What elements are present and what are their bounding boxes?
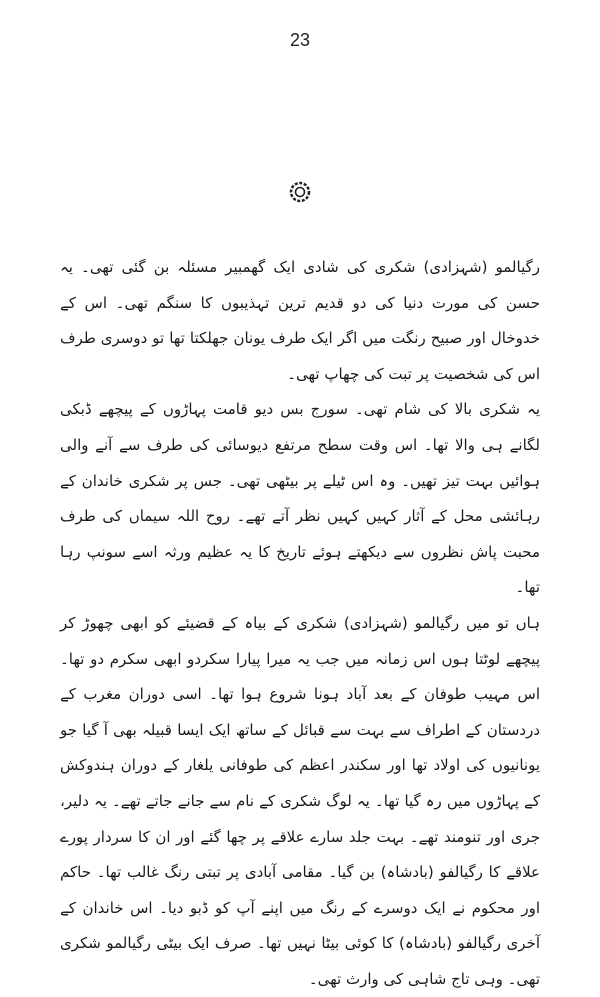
- paragraph-2: یہ شکری بالا کی شام تھی۔ سورج بس دیو قامت پہاڑوں کے پیچھے ڈبکی لگانے ہی والا تھا۔ اس وقت سطح مرتفع دیوسائی کی طرف سے آنے والی ہوائیں بہت تیز تھیں۔ وہ اس ٹیلے پر بیٹھی تھی۔ جس پر شکری خاندان کے رہائشی محل کے آثار کہیں کہیں نظر آتے تھے۔ روح اللہ سیماں کی طرف محبت پاش نظروں سے دیکھتے ہوئے تاریخ کا یہ عظیم ورثہ اسے سونپ رہا تھا۔: [60, 400, 540, 597]
- body-text: [60, 250, 540, 997]
- paragraph-3: ہاں تو میں رگیالمو (شہزادی) شکری کے بیاہ کے قضیئے کو ابھی چھوڑ کر پیچھے لوٹتا ہوں اس زمانہ میں جب یہ میرا پیارا سکردو ابھی سکرم دو تھا۔ اس مہیب طوفان کے بعد آباد ہونا شروع ہوا تھا۔ اسی دوران مغرب کے دردستان کے اطراف سے بہت سے قبائل کے ساتھ ایک ایسا قبیلہ بھی آ گیا جو یونانیوں کی اولاد تھا اور سکندر اعظم کی طوفانی یلغار کے دوران ہندوکش کے پہاڑوں میں رہ گیا تھا۔ یہ لوگ شکری کے نام سے جانے جاتے تھے۔ یہ دلیر، جری اور تنومند تھے۔ بہت جلد سارے علاقے پر چھا گئے اور ان کا سردار پورے علاقے کا رگیالفو (بادشاہ) بن گیا۔ مقامی آبادی پر تبتی رنگ غالب تھا۔ حاکم اور محکوم نے ایک دوسرے کے رنگ میں اپنے آپ کو ڈبو دیا۔ اس خاندان کے آخری رگیالفو (بادشاہ) کا کوئی بیٹا نہیں تھا۔ صرف ایک بیٹی رگیالمو شکری تھی۔ وہی تاج شاہی کی وارث تھی۔: [60, 613, 540, 988]
- page-number: 23: [289, 30, 311, 50]
- paragraph-1: رگیالمو (شہزادی) شکری کی شادی ایک گھمبیر مسئلہ بن گئی تھی۔ یہ حسن کی مورت دنیا کی دو قدیم ترین تہذیبوں کا سنگم تھی۔ اس کے خدوخال اور صبیح رنگت میں اگر ایک طرف یونان جھلکتا تھا تو دوسری طرف اس کی شخصیت پر تبت کی چھاپ تھی۔: [60, 258, 540, 383]
- flower-ornament-icon: [288, 180, 312, 204]
